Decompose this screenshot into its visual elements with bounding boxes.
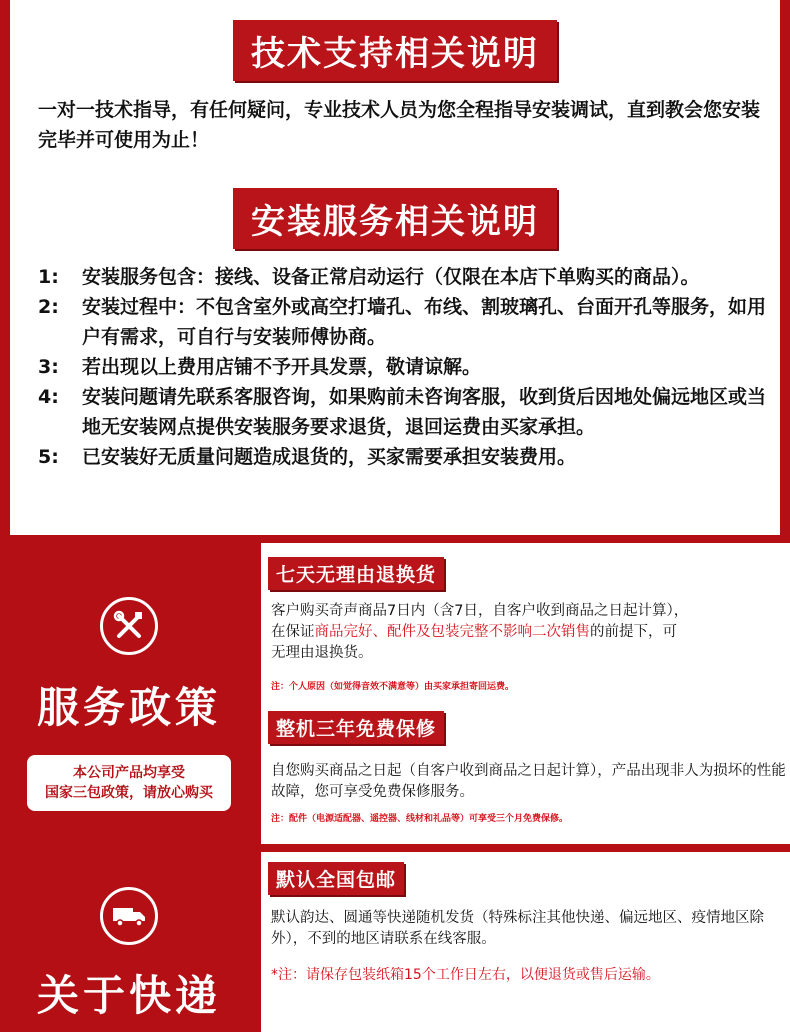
shipping-panel [261, 852, 790, 1032]
install-service-title: 安装服务相关说明 [233, 188, 557, 249]
service-policy-sidebar [0, 543, 258, 844]
return-policy-tag: 七天无理由退换货 [268, 557, 444, 590]
shipping-section [0, 852, 790, 1032]
text-segment: 在保证 [271, 624, 315, 640]
service-policy-title: 服务政策 [36, 683, 221, 732]
list-item-text: 若出现以上费用店铺不予开具发票，敬请谅解。 [82, 356, 482, 378]
return-line: 无理由退换货。 [271, 645, 373, 661]
list-item [38, 352, 778, 382]
highlight-text: 商品完好、配件及包装完整不影响二次销售 [314, 624, 590, 640]
warranty-text: 自您购买商品之日起（自客户收到商品之日起计算），产品出现非人为损坏的性能故障，您可享受免费保修服务。 [271, 763, 786, 800]
shipping-title: 关于快递 [36, 971, 221, 1020]
tech-support-intro: 一对一技术指导，有任何疑问，专业技术人员为您全程指导安装调试，直到教会您安装完毕并可使用为止！ [38, 99, 761, 151]
list-item-number: 4: [38, 386, 59, 408]
warranty-tag: 整机三年免费保修 [268, 711, 444, 744]
return-line [271, 622, 787, 643]
free-shipping-tag: 默认全国包邮 [268, 862, 404, 895]
list-item-text: 安装过程中：不包含室外或高空打墙孔、布线、割玻璃孔、台面开孔等服务，如用户有需求，可自行与安装师傅协商。 [82, 296, 767, 348]
return-policy-note: 注：个人原因（如觉得音效不满意等）由买家承担寄回运费。 [271, 682, 515, 692]
shipping-text: 默认韵达、圆通等快递随机发货（特殊标注其他快递、偏远地区、疫情地区除外），不到的地区请联系在线客服。 [271, 910, 764, 947]
list-item [38, 382, 778, 442]
badge-line: 本公司产品均享受 [73, 765, 185, 781]
list-item-number: 1: [38, 266, 59, 288]
badge-line: 国家三包政策，请放心购买 [45, 785, 213, 801]
service-policy-panel [261, 543, 790, 844]
three-guarantee-badge [27, 755, 231, 811]
service-policy-section [0, 543, 790, 844]
list-item [38, 292, 778, 352]
return-line: 客户购买奇声商品7日内（含7日，自客户收到商品之日起计算）， [271, 603, 689, 619]
shipping-sidebar [0, 852, 258, 1032]
install-service-list [38, 262, 778, 472]
list-item-text: 安装服务包含：接线、设备正常启动运行（仅限在本店下单购买的商品）。 [82, 266, 700, 288]
delivery-truck-icon [100, 887, 158, 945]
wrench-screwdriver-icon [100, 597, 158, 655]
list-item-number: 5: [38, 446, 59, 468]
list-item-number: 3: [38, 356, 59, 378]
return-policy-text [271, 601, 787, 664]
list-item-number: 2: [38, 296, 59, 318]
warranty-note: 注：配件（电源适配器、遥控器、线材和礼品等）可享受三个月免费保修。 [271, 814, 569, 824]
shipping-note: *注：请保存包装纸箱15个工作日左右，以便退货或售后运输。 [271, 967, 660, 983]
tech-support-title: 技术支持相关说明 [233, 20, 557, 81]
install-info-section [10, 0, 780, 535]
list-item [38, 262, 778, 292]
list-item [38, 442, 778, 472]
list-item-text: 安装问题请先联系客服咨询，如果购前未咨询客服，收到货后因地处偏远地区或当地无安装网点提供安装服务要求退货，退回运费由买家承担。 [82, 386, 767, 438]
text-segment: 的前提下，可 [590, 624, 677, 640]
list-item-text: 已安装好无质量问题造成退货的，买家需要承担安装费用。 [82, 446, 577, 468]
